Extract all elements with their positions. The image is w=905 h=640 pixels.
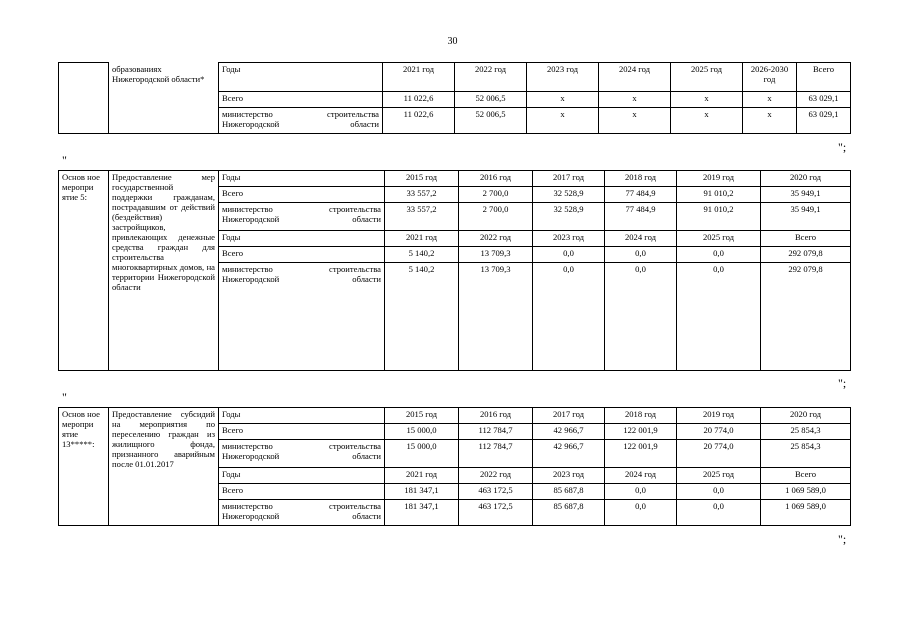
value-cell: 85 687,8 [533,484,605,500]
value-cell: 2 700,0 [459,187,533,203]
header-cell: 2018 год [605,408,677,424]
value-cell: x [599,92,671,108]
value-cell: 13 709,3 [459,263,533,371]
event-name-text: Предоставление субсидий на мероприятия по переселению граждан из жилищного фонда, признанного аварийным после 01.01.2017 [112,409,215,469]
value-cell: 0,0 [677,500,761,526]
header-cell: Всего [761,231,851,247]
header-cell: 2024 год [605,468,677,484]
row-label: Всего [219,247,385,263]
value-cell: 35 949,1 [761,203,851,231]
row-label: министерство строительства Нижегородской области [219,263,385,371]
value-cell: 91 010,2 [677,187,761,203]
value-cell: x [671,92,743,108]
value-cell: 20 774,0 [677,424,761,440]
value-cell: 0,0 [605,263,677,371]
header-cell: 2025 год [677,231,761,247]
header-cell: 2025 год [677,468,761,484]
value-cell: 0,0 [533,263,605,371]
value-cell: 1 069 589,0 [761,484,851,500]
header-cell: 2018 год [605,171,677,187]
opening-quote: " [62,153,67,167]
event-name [109,171,219,371]
header-cell: 2022 год [459,468,533,484]
header-cell: 2021 год [385,231,459,247]
value-cell: 32 528,9 [533,187,605,203]
header-cell: Годы [219,468,385,484]
value-cell: 0,0 [677,247,761,263]
value-cell: 0,0 [605,500,677,526]
value-cell: 0,0 [533,247,605,263]
value-cell: 122 001,9 [605,440,677,468]
row-label: министерство строительства Нижегородской области [219,203,385,231]
header-cell: Всего [797,63,851,92]
header-cell: 2023 год [533,231,605,247]
value-cell: 13 709,3 [459,247,533,263]
value-cell: 5 140,2 [385,263,459,371]
value-cell: 463 172,5 [459,500,533,526]
header-cell: 2023 год [527,63,599,92]
header-cell: 2019 год [677,171,761,187]
closing-quote: "; [838,140,847,154]
value-cell: 20 774,0 [677,440,761,468]
value-cell: 11 022,6 [383,92,455,108]
header-cell: 2019 год [677,408,761,424]
value-cell: 122 001,9 [605,424,677,440]
header-cell: 2021 год [383,63,455,92]
header-cell: 2017 год [533,408,605,424]
opening-quote: " [62,390,67,404]
value-cell: 181 347,1 [385,484,459,500]
value-cell: 63 029,1 [797,92,851,108]
value-cell: 292 079,8 [761,247,851,263]
value-cell: 32 528,9 [533,203,605,231]
closing-quote: "; [838,376,847,390]
header-cell: 2020 год [761,408,851,424]
value-cell: x [527,108,599,134]
header-cell: 2022 год [459,231,533,247]
header-cell: 2015 год [385,408,459,424]
value-cell: 5 140,2 [385,247,459,263]
value-cell: 42 966,7 [533,440,605,468]
value-cell: 2 700,0 [459,203,533,231]
value-cell: 77 484,9 [605,203,677,231]
table-3 [58,407,851,526]
header-cell: 2023 год [533,468,605,484]
table-2 [58,170,851,371]
header-cell: 2020 год [761,171,851,187]
value-cell: 1 069 589,0 [761,500,851,526]
name-cell: образованиях Нижегородской области* [109,63,219,134]
value-cell: 52 006,5 [455,92,527,108]
value-cell: 11 022,6 [383,108,455,134]
label-cell [59,63,109,134]
row-label: Всего [219,484,385,500]
event-name-text: Предоставление мер государственной поддержки гражданам, пострадавшим от действий (бездействия) застройщиков, привлекающих денежные средства граждан для строительства многоквартирных домов, на территории Нижегородской области [112,172,215,292]
value-cell: 63 029,1 [797,108,851,134]
value-cell: 463 172,5 [459,484,533,500]
value-cell: 181 347,1 [385,500,459,526]
header-cell: 2024 год [605,231,677,247]
header-cell: 2017 год [533,171,605,187]
header-cell: 2016 год [459,171,533,187]
value-cell: 52 006,5 [455,108,527,134]
row-label: Всего [219,187,385,203]
header-cell: 2024 год [599,63,671,92]
value-cell: 91 010,2 [677,203,761,231]
header-cell: Годы [219,63,383,92]
header-cell: Всего [761,468,851,484]
row-label: министерство строительства Нижегородской области [219,500,385,526]
value-cell: 42 966,7 [533,424,605,440]
value-cell: 112 784,7 [459,424,533,440]
value-cell: x [527,92,599,108]
value-cell: x [743,92,797,108]
page-number: 30 [447,36,458,47]
header-cell: Годы [219,408,385,424]
value-cell: 292 079,8 [761,263,851,371]
header-cell: 2015 год [385,171,459,187]
value-cell: 15 000,0 [385,440,459,468]
event-name [109,408,219,526]
header-cell: 2026-2030 год [743,63,797,92]
value-cell: 0,0 [605,484,677,500]
header-cell: 2025 год [671,63,743,92]
value-cell: 35 949,1 [761,187,851,203]
event-label: Основ ное меропри ятие 5: [59,171,109,371]
value-cell: x [743,108,797,134]
value-cell: x [599,108,671,134]
value-cell: 0,0 [605,247,677,263]
value-cell: 15 000,0 [385,424,459,440]
value-cell: x [671,108,743,134]
row-label: министерство строительства Нижегородской области [219,108,383,134]
value-cell: 77 484,9 [605,187,677,203]
header-cell: 2021 год [385,468,459,484]
row-label: Всего [219,92,383,108]
value-cell: 33 557,2 [385,187,459,203]
event-label: Основ ное меропри ятие 13*****: [59,408,109,526]
table-1 [58,62,851,134]
value-cell: 0,0 [677,263,761,371]
header-cell: 2022 год [455,63,527,92]
value-cell: 25 854,3 [761,424,851,440]
closing-quote: "; [838,532,847,546]
value-cell: 25 854,3 [761,440,851,468]
value-cell: 112 784,7 [459,440,533,468]
row-label: Всего [219,424,385,440]
value-cell: 33 557,2 [385,203,459,231]
header-cell: Годы [219,171,385,187]
header-cell: 2016 год [459,408,533,424]
value-cell: 85 687,8 [533,500,605,526]
row-label: министерство строительства Нижегородской области [219,440,385,468]
value-cell: 0,0 [677,484,761,500]
header-cell: Годы [219,231,385,247]
